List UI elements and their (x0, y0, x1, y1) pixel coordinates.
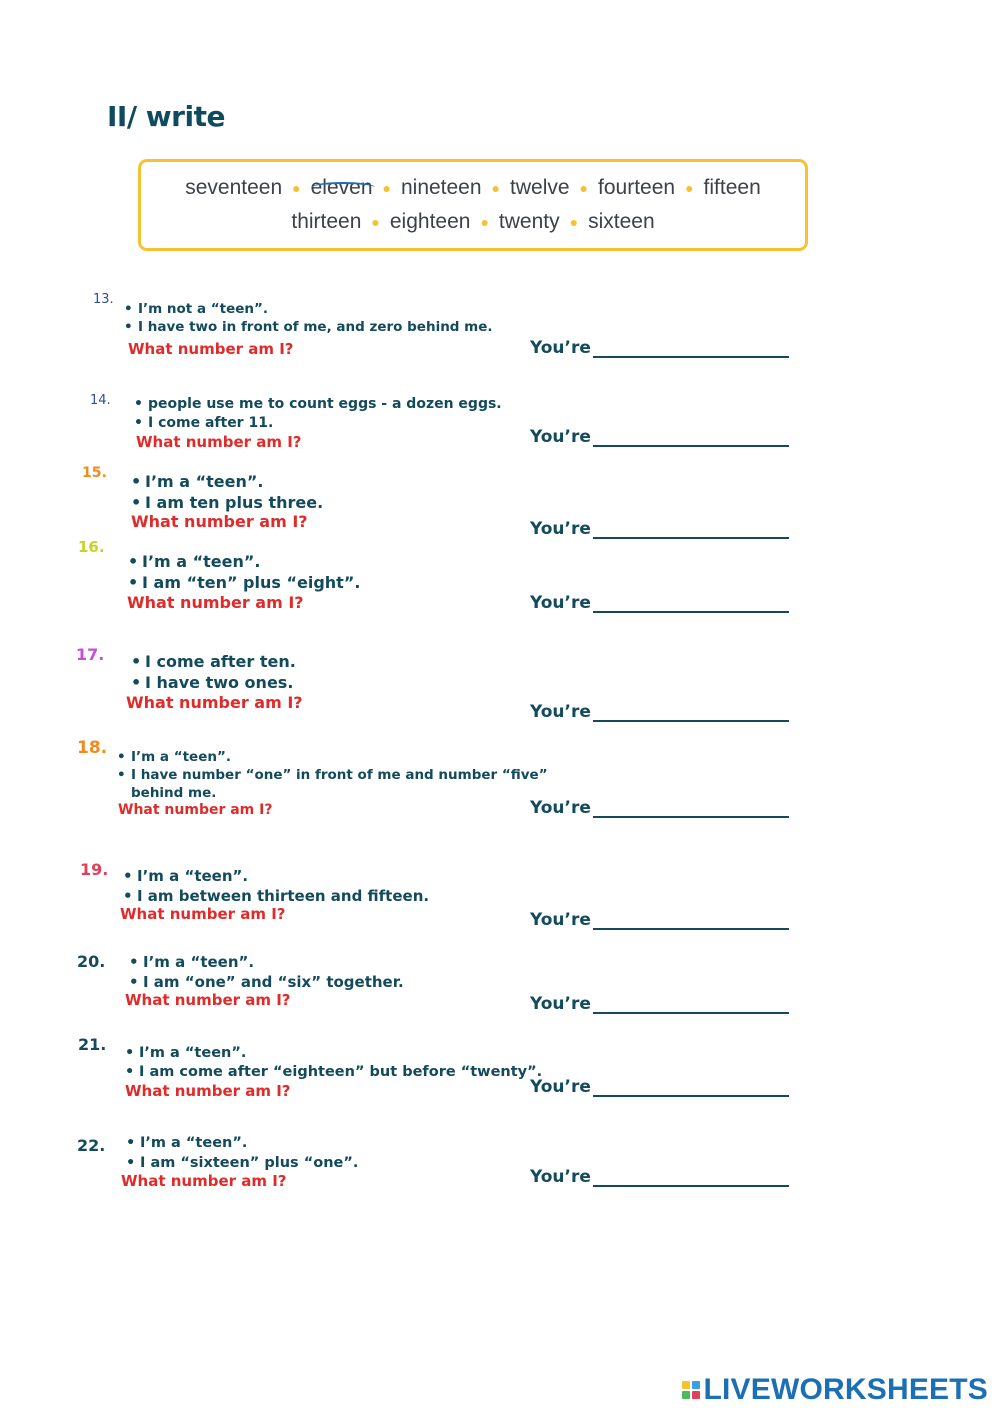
bullet-dot-icon: • (117, 767, 126, 783)
bullet-dot-icon: • (125, 1045, 135, 1061)
answer-line (530, 992, 789, 1014)
question-prompt: What number am I? (136, 433, 302, 451)
bullet-dot-icon: • (131, 673, 142, 692)
bullet-dot-icon: • (126, 1155, 136, 1171)
clue-item: • I am “one” and “six” together. (129, 973, 404, 991)
clue-item: • I am “ten” plus “eight”. (128, 573, 361, 592)
page-title: II/ write (107, 100, 225, 133)
clue-list (123, 866, 429, 906)
bullet-dot-icon: ● (382, 180, 391, 196)
clue-item: • people use me to count eggs - a dozen eggs. (134, 396, 502, 412)
bullet-dot-icon: • (128, 573, 139, 592)
question-number: 21. (78, 1035, 107, 1054)
clue-item: • I’m a “teen”. (131, 472, 264, 491)
logo-square (682, 1391, 690, 1399)
question-prompt: What number am I? (125, 991, 291, 1009)
word-bank-word: sixteen (588, 210, 655, 233)
answer-label: You’re (530, 910, 591, 930)
word-bank-word: nineteen (400, 176, 482, 199)
word-bank-word: fourteen (598, 176, 676, 199)
answer-line (530, 908, 789, 930)
question-prompt: What number am I? (126, 693, 303, 712)
bullet-dot-icon: • (125, 1064, 135, 1080)
answer-input[interactable] (593, 700, 789, 722)
answer-line (530, 591, 789, 613)
question-prompt: What number am I? (120, 905, 286, 923)
brand-name: LIVEWORKSHEETS (703, 1373, 988, 1406)
answer-line (530, 1075, 789, 1097)
answer-line (530, 336, 789, 358)
bullet-dot-icon: • (129, 973, 139, 991)
answer-label: You’re (530, 702, 591, 722)
bullet-dot-icon: • (123, 887, 133, 905)
word-bank-word: twelve (510, 176, 570, 199)
question-number: 16. (78, 538, 105, 556)
answer-label: You’re (530, 593, 591, 613)
clue-item: • I’m a “teen”. (129, 953, 255, 971)
answer-label: You’re (530, 798, 591, 818)
answer-input[interactable] (593, 425, 789, 447)
answer-label: You’re (530, 994, 591, 1014)
answer-label: You’re (530, 427, 591, 447)
answer-label: You’re (530, 1167, 591, 1187)
question-number: 17. (76, 645, 105, 664)
clue-item: • I’m a “teen”. (128, 552, 261, 571)
question-number: 14. (90, 393, 111, 408)
logo-square (692, 1391, 700, 1399)
question-number: 13. (93, 292, 114, 307)
clue-item: • I come after 11. (134, 415, 274, 431)
clue-list (126, 1133, 358, 1173)
bullet-dot-icon: ● (480, 214, 489, 230)
clue-list (125, 1044, 542, 1082)
bullet-dot-icon: • (131, 652, 142, 671)
clue-item: • I’m a “teen”. (117, 749, 231, 765)
word-bank-word: twenty (498, 210, 560, 233)
question-prompt: What number am I? (131, 512, 308, 531)
bullet-dot-icon: • (134, 415, 143, 431)
bullet-dot-icon: ● (579, 180, 589, 196)
answer-input[interactable] (593, 908, 789, 930)
bullet-dot-icon: • (123, 867, 133, 885)
question-number: 18. (77, 738, 108, 758)
word-bank (138, 159, 808, 251)
word-bank-row-1 (183, 171, 763, 205)
clue-item: • I’m not a “teen”. (124, 301, 269, 317)
bullet-dot-icon: • (124, 319, 133, 335)
clue-item: • I am “sixteen” plus “one”. (126, 1155, 359, 1171)
answer-label: You’re (530, 1077, 591, 1097)
bullet-dot-icon: • (134, 396, 143, 412)
answer-label: You’re (530, 519, 591, 539)
question-number: 19. (80, 860, 109, 879)
clue-list (124, 300, 493, 336)
clue-item: • I am ten plus three. (131, 493, 324, 512)
answer-line (530, 700, 789, 722)
bullet-dot-icon: ● (292, 180, 301, 196)
answer-label: You’re (530, 338, 591, 358)
question-prompt: What number am I? (125, 1082, 291, 1100)
bullet-dot-icon: • (117, 749, 126, 765)
bullet-dot-icon: • (128, 552, 139, 571)
answer-input[interactable] (593, 1075, 789, 1097)
word-bank-word: eighteen (389, 210, 471, 233)
answer-line (530, 517, 789, 539)
clue-item: • I have number “one” in front of me and number “five” (117, 767, 548, 783)
bullet-dot-icon: ● (371, 214, 380, 230)
question-number: 22. (77, 1136, 106, 1155)
word-bank-row-2 (289, 205, 656, 239)
clue-item: • I’m a “teen”. (125, 1045, 247, 1061)
logo-square (682, 1381, 690, 1389)
clue-item: • I am between thirteen and fifteen. (123, 887, 430, 905)
answer-line (530, 796, 789, 818)
clue-list (117, 748, 548, 802)
brand-logo (682, 1373, 989, 1407)
bullet-dot-icon: • (131, 472, 142, 491)
clue-item: • I come after ten. (131, 652, 296, 671)
clue-item: • I have two ones. (131, 673, 294, 692)
clue-item-continued: behind me. (131, 785, 217, 801)
clue-list (134, 395, 502, 433)
clue-list (128, 551, 360, 593)
question-prompt: What number am I? (121, 1172, 287, 1190)
answer-input[interactable] (593, 992, 789, 1014)
bullet-dot-icon: • (131, 493, 142, 512)
answer-input[interactable] (593, 1165, 789, 1187)
word-bank-word: seventeen (185, 176, 283, 199)
clue-list (131, 471, 323, 513)
answer-input[interactable] (593, 336, 789, 358)
word-bank-word: thirteen (291, 210, 362, 233)
question-number: 15. (82, 465, 107, 481)
liveworksheets-logo-icon (682, 1381, 700, 1399)
answer-input[interactable] (593, 796, 789, 818)
clue-item: • I have two in front of me, and zero behind me. (124, 319, 493, 335)
question-prompt: What number am I? (127, 593, 304, 612)
question-number: 20. (77, 952, 106, 971)
bullet-dot-icon: ● (491, 180, 501, 196)
question-prompt: What number am I? (118, 802, 273, 818)
word-bank-word: fifteen (703, 176, 761, 199)
clue-item: • I’m a “teen”. (126, 1135, 248, 1151)
question-prompt: What number am I? (128, 340, 294, 358)
answer-input[interactable] (593, 591, 789, 613)
bullet-dot-icon: • (124, 301, 133, 317)
clue-item: • I’m a “teen”. (123, 867, 249, 885)
clue-item: • I am come after “eighteen” but before “twenty”. (125, 1064, 543, 1080)
bullet-dot-icon: • (129, 953, 139, 971)
bullet-dot-icon: ● (569, 214, 579, 230)
logo-square (692, 1381, 700, 1389)
clue-list (131, 651, 296, 693)
answer-line (530, 425, 789, 447)
clue-list (129, 952, 404, 992)
bullet-dot-icon: ● (685, 180, 694, 196)
answer-input[interactable] (593, 517, 789, 539)
bullet-dot-icon: • (126, 1135, 136, 1151)
answer-line (530, 1165, 789, 1187)
word-bank-word-crossed: eleven (309, 171, 375, 205)
